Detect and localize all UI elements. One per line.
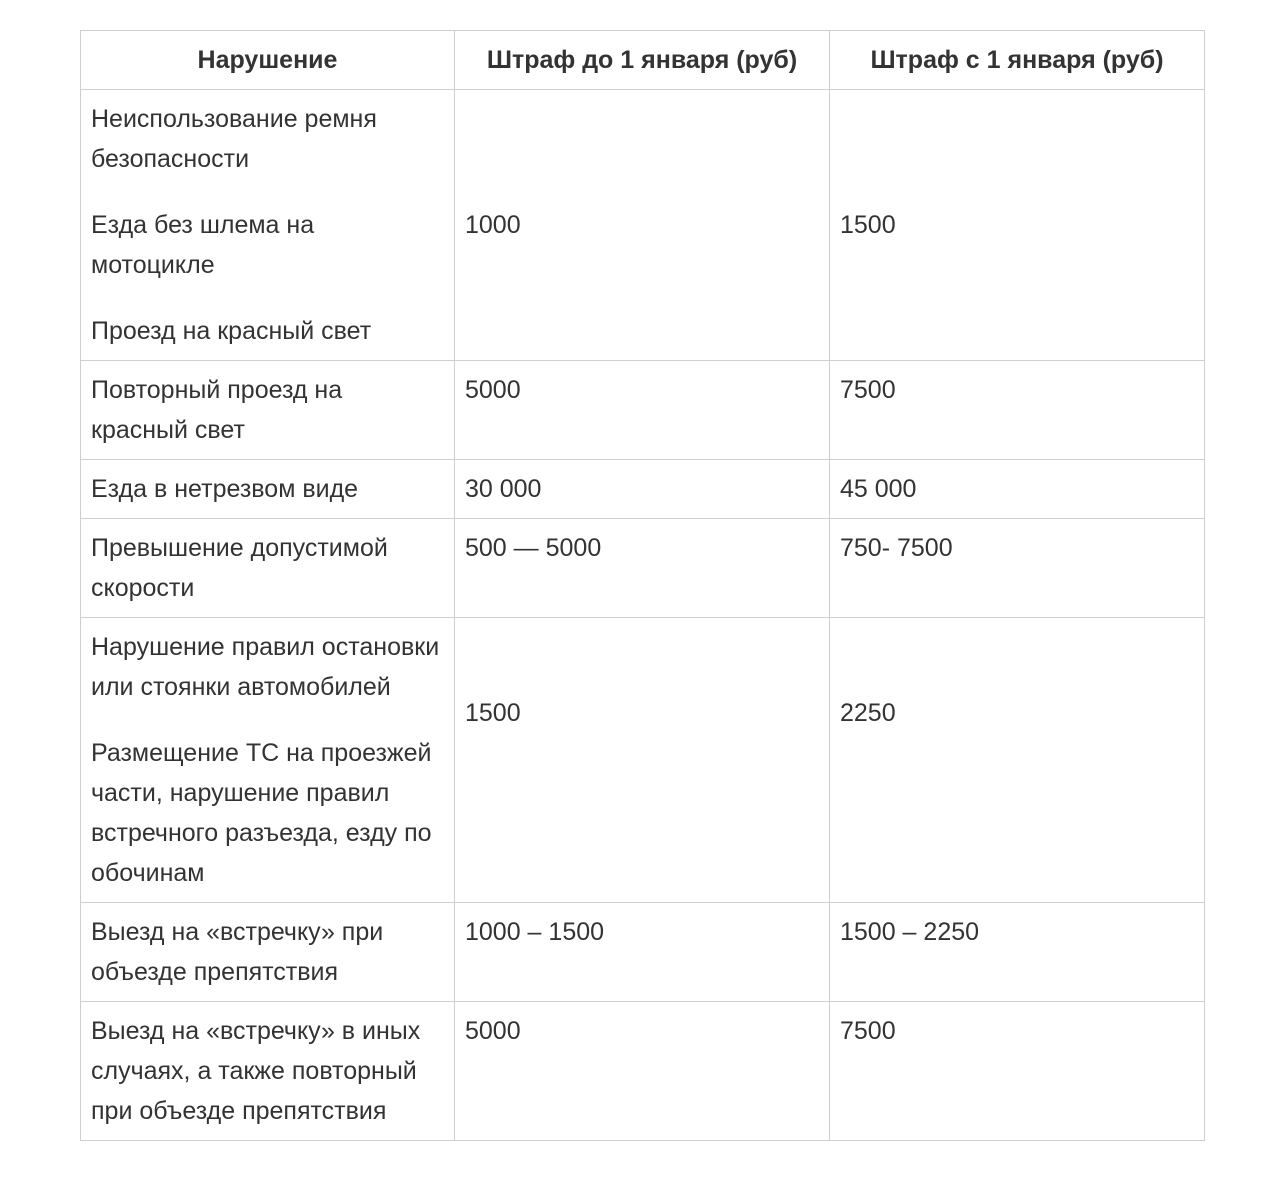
fine-before-cell: 30 000: [455, 460, 830, 519]
violation-cell: [81, 361, 455, 460]
violation-text: Выезд на «встречку» при объезде препятствия: [91, 918, 384, 986]
table-row: [81, 618, 1205, 903]
table-row: [81, 460, 1205, 519]
fine-before-cell: 1000: [455, 90, 830, 361]
header-violation: Нарушение: [81, 31, 455, 90]
table-row: [81, 90, 1205, 361]
violation-cell: [81, 1002, 455, 1141]
table-header-row: [81, 31, 1205, 90]
fine-after-cell: 2250: [830, 618, 1205, 903]
violation-text: Выезд на «встречку» в иных случаях, а также повторный при объезде препятствия: [91, 1017, 421, 1125]
fine-before-cell: 5000: [455, 1002, 830, 1141]
violation-cell: [81, 460, 455, 519]
table-row: [81, 361, 1205, 460]
table-row: [81, 903, 1205, 1002]
violation-text: Проезд на красный свет: [91, 317, 372, 345]
fine-after-cell: 1500 – 2250: [830, 903, 1205, 1002]
fine-before-cell: 1000 – 1500: [455, 903, 830, 1002]
violation-cell: [81, 90, 455, 361]
fines-table: [80, 30, 1205, 1141]
table-row: [81, 519, 1205, 618]
violation-text: Езда без шлема на мотоцикле: [91, 211, 315, 279]
header-fine-before: Штраф до 1 января (руб): [455, 31, 830, 90]
fine-after-cell: 7500: [830, 1002, 1205, 1141]
violation-text: Размещение ТС на проезжей части, нарушение правил встречного разъезда, езду по обочинам: [91, 739, 432, 887]
violation-text: Повторный проезд на красный свет: [91, 376, 343, 444]
fine-before-cell: 1500: [455, 618, 830, 903]
fine-after-cell: 1500: [830, 90, 1205, 361]
fine-before-cell: 5000: [455, 361, 830, 460]
violation-cell: [81, 519, 455, 618]
fine-before-cell: 500 — 5000: [455, 519, 830, 618]
fine-after-cell: 45 000: [830, 460, 1205, 519]
violation-cell: [81, 618, 455, 903]
violation-text: Нарушение правил остановки или стоянки автомобилей: [91, 633, 440, 701]
violation-cell: [81, 903, 455, 1002]
fine-after-cell: 750- 7500: [830, 519, 1205, 618]
table-row: [81, 1002, 1205, 1141]
violation-text: Неиспользование ремня безопасности: [91, 105, 377, 173]
violation-text: Езда в нетрезвом виде: [91, 475, 359, 503]
fine-after-cell: 7500: [830, 361, 1205, 460]
header-fine-after: Штраф с 1 января (руб): [830, 31, 1205, 90]
violation-text: Превышение допустимой скорости: [91, 534, 388, 602]
